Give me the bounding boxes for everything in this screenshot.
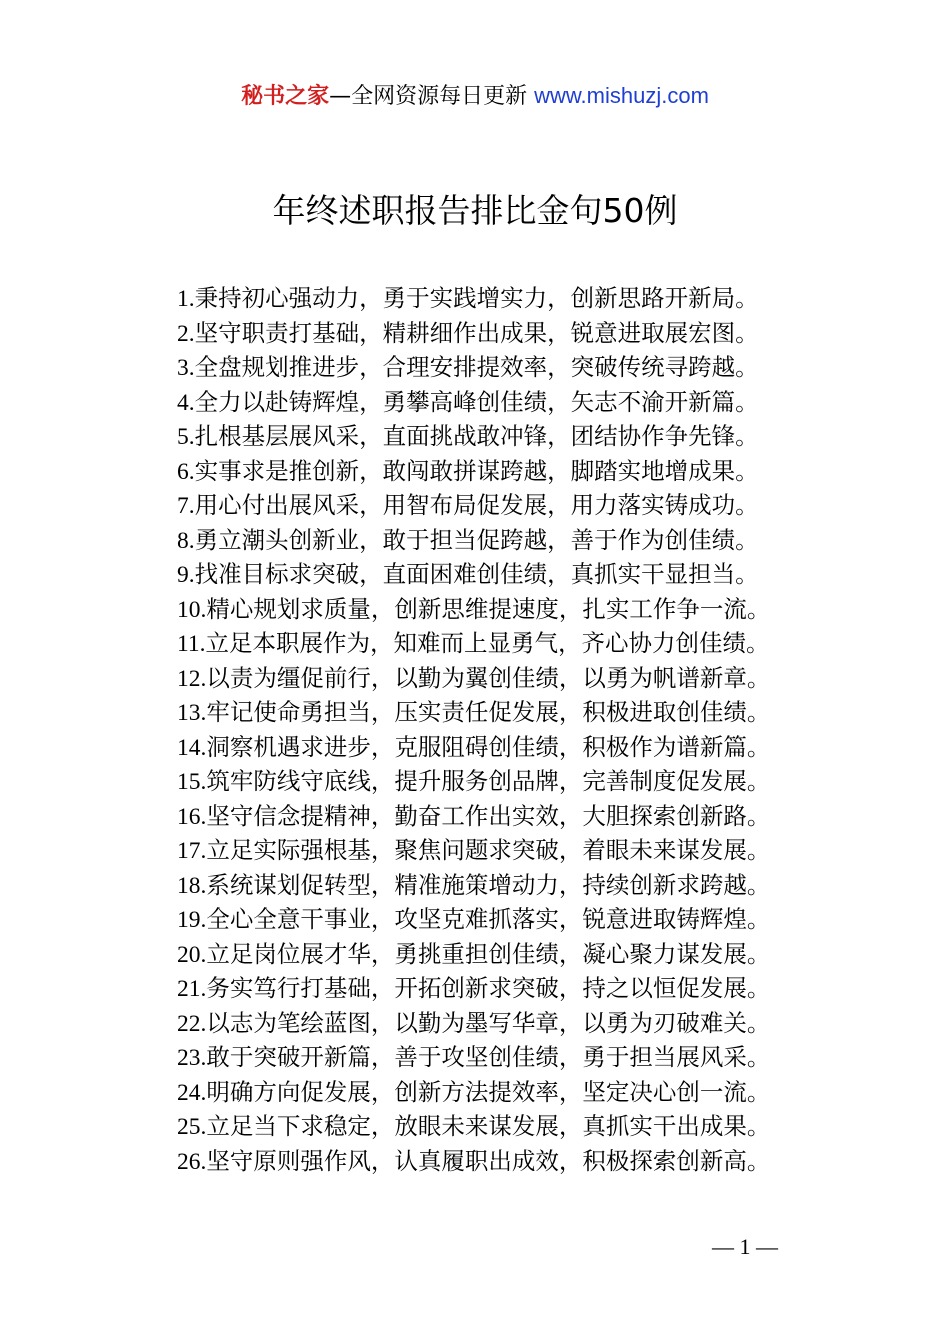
item-text: 牢记使命勇担当，压实责任促发展，积极进取创佳绩。 [206, 698, 771, 726]
list-item [177, 1075, 770, 1110]
item-text: 勇立潮头创新业，敢于担当促跨越，善于作为创佳绩。 [194, 525, 759, 554]
list-item [177, 1144, 770, 1179]
item-text: 全力以赴铸辉煌，勇攀高峰创佳绩，矢志不渝开新篇。 [194, 387, 759, 416]
item-text: 系统谋划促转型，精准施策增动力，持续创新求跨越。 [206, 870, 771, 899]
item-text: 扎根基层展风采，直面挑战敢冲锋，团结协作争先锋。 [194, 422, 759, 450]
list-item [177, 1040, 770, 1075]
list-item [177, 488, 770, 523]
item-number: 25. [177, 1114, 207, 1140]
item-number: 16. [177, 803, 207, 830]
item-number: 22. [177, 1010, 207, 1037]
list-item [177, 557, 770, 592]
item-number: 9. [177, 562, 195, 588]
list-item [177, 902, 770, 937]
item-number: 15. [177, 769, 207, 795]
item-text: 精心规划求质量，创新思维提速度，扎实工作争一流。 [206, 594, 771, 623]
item-number: 6. [177, 458, 195, 485]
list-item [177, 764, 770, 799]
list-item [177, 626, 770, 661]
item-text: 坚守职责打基础，精耕细作出成果，锐意进取展宏图。 [194, 318, 759, 347]
header-slogan: —全网资源每日更新 [329, 84, 535, 109]
item-number: 5. [177, 424, 195, 450]
item-text: 全心全意干事业，攻坚克难抓落实，锐意进取铸辉煌。 [206, 905, 771, 933]
item-number: 14. [177, 734, 207, 761]
item-number: 23. [177, 1045, 207, 1071]
list-item [177, 695, 770, 730]
item-number: 19. [177, 907, 207, 933]
item-text: 洞察机遇求进步，克服阻碍创佳绩，积极作为谱新篇。 [206, 732, 771, 761]
item-text: 筑牢防线守底线，提升服务创品牌，完善制度促发展。 [206, 767, 771, 795]
site-header [0, 80, 950, 113]
list-item [177, 419, 770, 454]
item-number: 20. [177, 941, 207, 968]
item-text: 务实笃行打基础，开拓创新求突破，持之以恒促发展。 [206, 974, 771, 1002]
item-text: 明确方向促发展，创新方法提效率，坚定决心创一流。 [206, 1077, 771, 1106]
item-number: 24. [177, 1079, 207, 1106]
item-text: 立足本职展作为，知难而上显勇气，齐心协力创佳绩。 [205, 629, 770, 657]
item-number: 4. [177, 389, 195, 416]
item-number: 1. [177, 286, 195, 312]
item-number: 11. [177, 631, 206, 657]
list-item [177, 1109, 770, 1144]
item-number: 18. [177, 872, 207, 899]
item-text: 实事求是推创新，敢闯敢拼谋跨越，脚踏实地增成果。 [194, 456, 759, 485]
list-item [177, 730, 770, 765]
list-item [177, 523, 770, 558]
document-title: 年终述职报告排比金句50例 [272, 191, 678, 230]
list-item [177, 385, 770, 420]
item-number: 26. [177, 1148, 207, 1175]
item-number: 13. [177, 700, 207, 726]
list-item [177, 592, 770, 627]
list-item [177, 661, 770, 696]
item-text: 全盘规划推进步，合理安排提效率，突破传统寻跨越。 [194, 353, 759, 381]
list-item [177, 971, 770, 1006]
item-text: 以责为缰促前行，以勤为翼创佳绩，以勇为帆谱新章。 [206, 663, 771, 692]
list-item [177, 281, 770, 316]
list-item [177, 316, 770, 351]
item-text: 立足实际强根基，聚焦问题求突破，着眼未来谋发展。 [206, 836, 771, 864]
item-number: 8. [177, 527, 195, 554]
item-text: 坚守信念提精神，勤奋工作出实效，大胆探索创新路。 [206, 801, 771, 830]
brand-name: 秘书之家 [241, 84, 330, 109]
item-number: 12. [177, 665, 207, 692]
item-number: 7. [177, 493, 195, 519]
item-number: 2. [177, 320, 195, 347]
item-text: 以志为笔绘蓝图，以勤为墨写华章，以勇为刃破难关。 [206, 1008, 771, 1037]
site-url-link[interactable]: www.mishuzj.com [534, 83, 709, 108]
item-number: 10. [177, 596, 207, 623]
item-number: 21. [177, 976, 207, 1002]
list-item [177, 868, 770, 903]
item-number: 3. [177, 355, 195, 381]
item-text: 找准目标求突破，直面困难创佳绩，真抓实干显担当。 [194, 560, 759, 588]
list-item [177, 799, 770, 834]
phrase-list [177, 281, 770, 1178]
list-item [177, 1006, 770, 1041]
page-number: — 1 — [712, 1234, 778, 1259]
list-item [177, 350, 770, 385]
item-text: 立足当下求稳定，放眼未来谋发展，真抓实干出成果。 [206, 1112, 771, 1140]
item-text: 敢于突破开新篇，善于攻坚创佳绩，勇于担当展风采。 [206, 1043, 771, 1071]
list-item [177, 454, 770, 489]
item-text: 立足岗位展才华，勇挑重担创佳绩，凝心聚力谋发展。 [206, 939, 771, 968]
item-text: 秉持初心强动力，勇于实践增实力，创新思路开新局。 [194, 284, 759, 312]
list-item [177, 937, 770, 972]
item-text: 用心付出展风采，用智布局促发展，用力落实铸成功。 [194, 491, 759, 519]
item-text: 坚守原则强作风，认真履职出成效，积极探索创新高。 [206, 1146, 771, 1175]
list-item [177, 833, 770, 868]
item-number: 17. [177, 838, 207, 864]
